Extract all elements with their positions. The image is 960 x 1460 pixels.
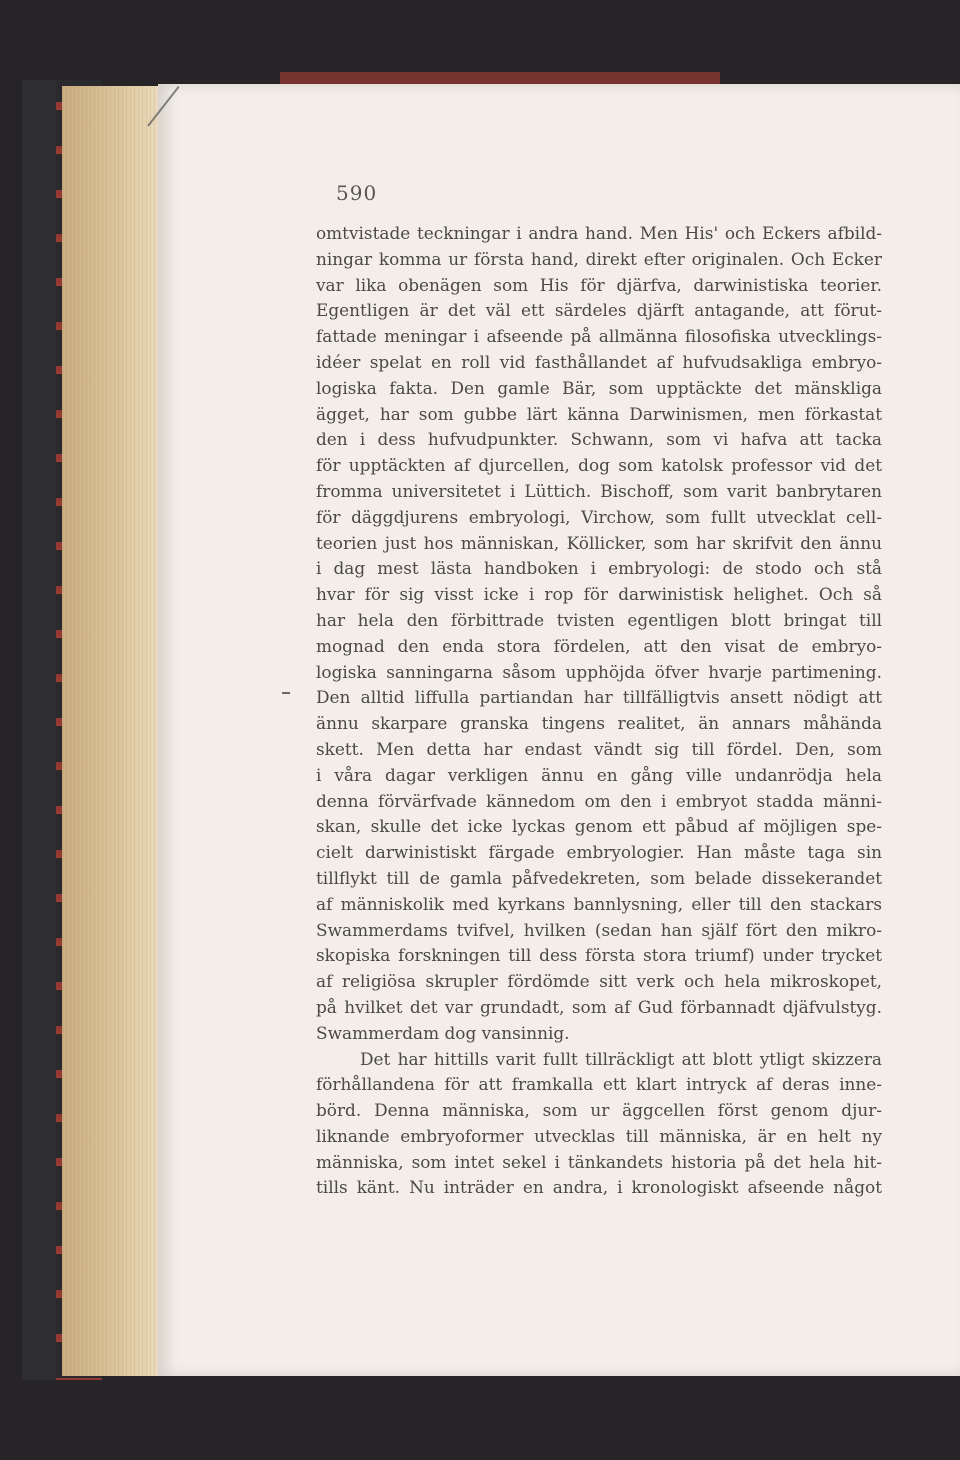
text-line: skan, skulle det icke lyckas genom ett påbud af möjligen spe- [316, 816, 882, 837]
text-line: logiska fakta. Den gamle Bär, som upptäckte det mänskliga [316, 377, 882, 398]
text-line: ningar komma ur första hand, direkt efter originalen. Och Ecker [316, 248, 882, 269]
text-line: ägget, har som gubbe lärt känna Darwinismen, men förkastat [316, 403, 882, 424]
text-line: idéer spelat en roll vid fasthållandet af hufvudsakliga embryo- [316, 351, 882, 372]
text-line: teorien just hos människan, Köllicker, som har skrifvit den ännu [316, 532, 882, 553]
book-cover-spine [22, 80, 56, 1380]
text-line: i våra dagar verkligen ännu en gång ville undanrödja hela [316, 764, 882, 785]
text-line: Egentligen är det väl ett särdeles djärft antagande, att förut- [316, 300, 882, 321]
text-line: skopiska forskningen till dess första stora triumf) under trycket [316, 945, 882, 966]
text-line: tills känt. Nu inträder en andra, i kronologiskt afseende något [316, 1177, 882, 1198]
text-line: Den alltid liffulla partiandan har tillfälligtvis ansett nödigt att [316, 687, 882, 708]
text-line: af religiösa skrupler fördömde sitt verk och hela mikroskopet, [316, 971, 882, 992]
text-line: logiska sanningarna såsom upphöjda öfver hvarje partimening. [316, 661, 882, 682]
text-line: liknande embryoformer utvecklas till människa, är en helt ny [316, 1125, 882, 1146]
text-line: förhållandena för att framkalla ett klart intryck af deras inne- [316, 1074, 882, 1095]
text-line: var lika obenägen som His för djärfva, darwinistiska teorier. [316, 274, 882, 295]
text-line: mognad den enda stora fördelen, att den visat de embryo- [316, 635, 882, 656]
text-line: människa, som intet sekel i tänkandets historia på det hela hit- [316, 1151, 882, 1172]
text-line: tillflykt till de gamla påfvedekreten, som belade dissekerandet [316, 867, 882, 888]
text-line: Swammerdams tvifvel, hvilken (sedan han själf fört den mikro- [316, 919, 882, 940]
text-line: af människolik med kyrkans bannlysning, eller till den stackars [316, 893, 882, 914]
text-line: fromma universitetet i Lüttich. Bischoff, som varit banbrytaren [316, 480, 882, 501]
text-line: omtvistade teckningar i andra hand. Men His' och Eckers afbild- [316, 223, 882, 243]
text-line: Det har hittills varit fullt tillräckligt att blott ytligt skizzera [360, 1048, 882, 1069]
page-number: 590 [336, 181, 378, 205]
page-block-edge [62, 86, 170, 1376]
text-line: denna förvärfvade kännedom om den i embryot stadda männi- [316, 790, 882, 811]
body-text [316, 221, 882, 1201]
text-line: för däggdjurens embryologi, Virchow, som fullt utvecklat cell- [316, 506, 882, 527]
text-line: fattade meningar i afseende på allmänna filosofiska utvecklings- [316, 326, 882, 347]
text-line: skett. Men detta har endast vändt sig till fördel. Den, som [316, 738, 882, 759]
text-line: har hela den förbittrade tvisten egentligen blott bringat till [316, 609, 882, 630]
text-line: den i dess hufvudpunkter. Schwann, som vi hafva att tacka [316, 429, 882, 450]
margin-mark [282, 692, 290, 694]
text-line: i dag mest lästa handboken i embryologi: de stodo och stå [316, 558, 882, 579]
text-line: för upptäckten af djurcellen, dog som katolsk professor vid det [316, 455, 882, 476]
text-line: hvar för sig visst icke i rop för darwinistisk helighet. Och så [316, 584, 882, 605]
text-line: på hvilket det var grundadt, som af Gud förbannadt djäfvulstyg. [316, 996, 882, 1017]
text-line: Swammerdam dog vansinnig. [316, 1022, 570, 1043]
text-line: ännu skarpare granska tingens realitet, än annars måhända [316, 713, 882, 734]
text-line: cielt darwinistiskt färgade embryologier. Han måste taga sin [316, 842, 882, 863]
text-line: börd. Denna människa, som ur äggcellen först genom djur- [316, 1100, 882, 1121]
